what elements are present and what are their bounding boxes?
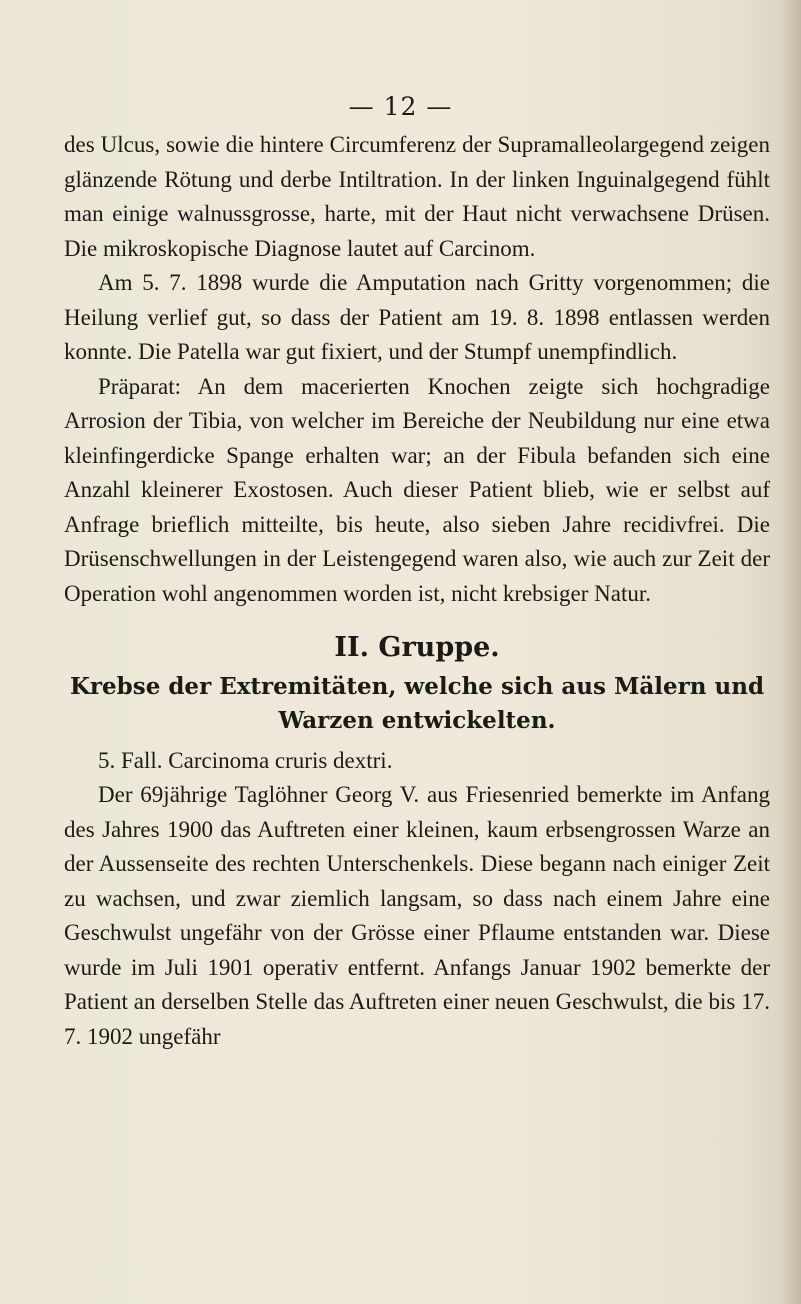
- paragraph-continuation: des Ulcus, sowie die hintere Circumferenz der Supramalleolargegend zeigen glänzende Rötung und derbe Intiltration. In der linken Inguinalgegend fühlt man einige walnussgrosse, harte, mit der Haut nicht verwachsene Drüsen. Die mikroskopische Diagnose lautet auf Carcinom.: [64, 132, 770, 261]
- paragraph-case: Der 69jährige Taglöhner Georg V. aus Friesenried bemerkte im Anfang des Jahres 1900 das Auftreten einer kleinen, kaum erbsengrossen Warze an der Aussenseite des rechten Unterschenkels. Diese begann nach einiger Zeit zu wachsen, und zwar ziemlich langsam, so dass nach einem Jahre eine Geschwulst ungefähr von der Grösse einer Pflaume entstanden war. Diese wurde im Juli 1901 operativ entfernt. Anfangs Januar 1902 bemerkte der Patient an derselben Stelle das Auftreten einer neuen Geschwulst, die bis 17. 7. 1902 ungefähr: [64, 782, 770, 1049]
- case-heading: 5. Fall. Carcinoma cruris dextri.: [98, 747, 393, 773]
- page-number: — 12 —: [348, 92, 453, 121]
- section-subtitle: Krebse der Extremitäten, welche sich aus Mälern und Warzen entwickelten.: [69, 672, 765, 734]
- paragraph-praeparat: Präparat: An dem macerierten Knochen zeigte sich hochgradige Arrosion der Tibia, von welcher im Bereiche der Neubildung nur eine etwa kleinfingerdicke Spange erhalten war; an der Fibula befanden sich eine Anzahl kleinerer Exostosen. Auch dieser Patient blieb, wie er selbst auf Anfrage brieflich mitteilte, bis heute, also sieben Jahre recidivfrei. Die Drüsenschwellungen in der Leistengegend waren also, wie auch zur Zeit der Operation wohl angenommen worden ist, nicht krebsiger Natur.: [64, 373, 770, 606]
- section-title: II. Gruppe.: [334, 632, 500, 663]
- paragraph-amputation: Am 5. 7. 1898 wurde die Amputation nach Gritty vorgenommen; die Heilung verlief gut, so dass der Patient am 19. 8. 1898 entlassen werden konnte. Die Patella war gut fixiert, und der Stumpf unempfindlich.: [64, 270, 770, 364]
- page-edge-shadow: [779, 0, 801, 1304]
- page-body: [64, 128, 770, 1054]
